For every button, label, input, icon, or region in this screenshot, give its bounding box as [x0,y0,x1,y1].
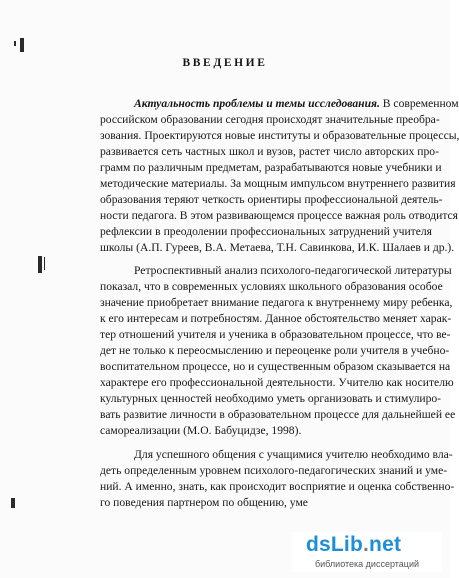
paragraph-line: самореализации (М.О. Бабуцидзе, 1998). [100,424,302,437]
paragraph-line: воспитательном процессе, но и существенным образом сказывается на [100,360,451,373]
watermark[interactable] [292,532,442,572]
paragraph-line: го поведения партнером по общению, уме [100,496,308,509]
paragraph-line: рефлексии в преодолении профессиональных затруднений учителя [100,225,432,238]
scan-artifact-top [20,38,24,52]
paragraph-heading: Актуальность проблемы и темы исследования. [134,97,380,110]
scan-artifact-top-tick [14,41,16,46]
paragraph-line: характере его профессиональной деятельности. Учителю как носителю [100,376,454,389]
logo-main: dsLib [306,533,363,556]
paragraph-line: российском образовании сегодня происходят значительные преобра- [100,113,440,126]
paragraph-line: ности педагога. В этом развивающемся процессе важная роль отводится [100,209,459,222]
paragraph-line-1 [134,96,459,111]
paragraph-line: развивается сеть частных школ и вузов, растет число авторских про- [100,145,439,158]
logo-dot: . [363,533,370,556]
paragraph-line: дет не только к переосмыслению и переоценке роли учителя в учебно- [100,344,450,357]
paragraph-line: вать развитие личности в образовательном процессе для дальнейшей ее [100,408,456,421]
scan-artifact-middle-tick [44,257,45,270]
scan-artifact-middle [38,256,42,273]
watermark-tagline: библиотека диссертаций [314,559,419,569]
paragraph-line: школы (А.П. Гуреев, В.А. Метаева, Т.Н. Савинкова, И.К. Шалаев и др.). [100,241,455,254]
paragraph-line: зования. Проектируются новые институты и образовательные процессы, [100,129,459,142]
paragraph-line-1-text: В современном [379,97,459,110]
paragraph-line: Для успешного общения с учащимися учителю необходимо вла- [134,448,453,461]
document-title: ВВЕДЕНИЕ [182,57,268,69]
paragraph-line: грамм по различным предметам, разрабатываются новые учебники и [100,161,442,174]
paragraph-line: культурных ценностей необходимо уметь организовать и стимулиро- [100,392,442,405]
paragraph-line: Ретроспективный анализ психолого-педагогической литературы [134,264,452,277]
paragraph-line: ний. А именно, знать, как происходит восприятие и оценка собственно- [100,480,455,493]
logo-tld: net [369,533,402,556]
paragraph-line: деть определенным уровнем психолого-педагогических знаний и уме- [100,464,448,477]
paragraph-line: значение приобретает внимание педагога к внутреннему миру ребенка, [100,296,453,309]
paragraph-line: методические материалы. За мощным импульсом внутреннего развития [100,177,456,190]
paragraph-line: к его интересам и потребностям. Данное обстоятельство меняет харак- [100,312,452,325]
scan-artifact-bottom [11,498,15,508]
watermark-logo [306,533,401,557]
paragraph-line: показал, что в современных условиях школьного образования особое [100,280,443,293]
paragraph-line: образования теряют четкость ориентиры профессиональной деятель- [100,193,443,206]
paragraph-line: тер отношений учителя и ученика в образовательном процессе, что ве- [100,328,451,341]
